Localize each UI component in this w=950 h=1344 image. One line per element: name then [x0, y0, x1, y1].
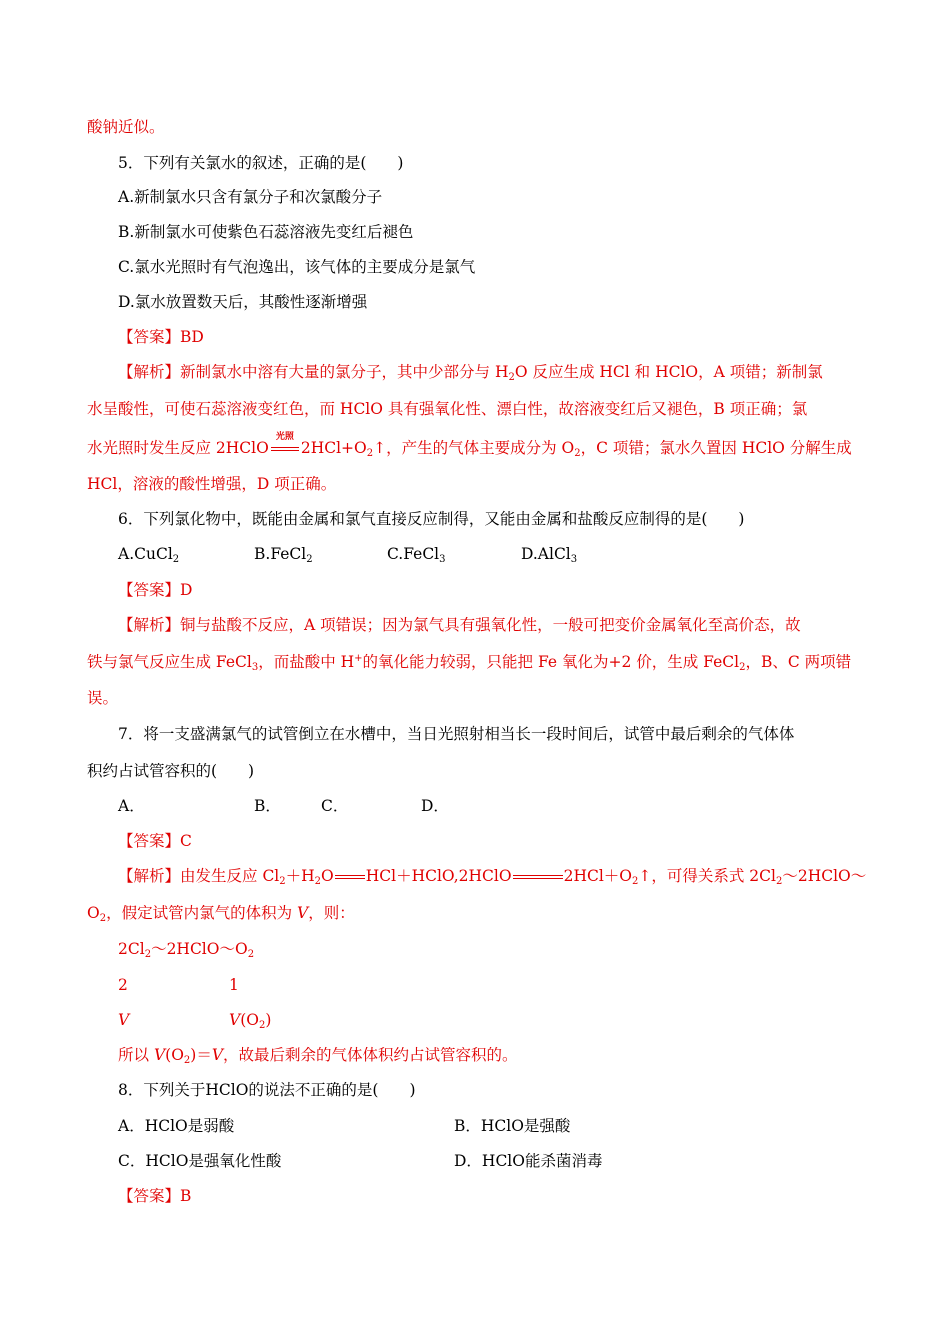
q7-analysis-label: 【解析】 [118, 867, 181, 885]
q5-option-b: B.新制氯水可使紫色石蕊溶液先变红后褪色 [118, 223, 414, 241]
q7-volume-v: V [118, 1011, 130, 1029]
q7-option-a: A． [118, 797, 145, 815]
q6-option-a: A.CuCl$_2$ [118, 545, 180, 565]
q7-option-b: B． [254, 797, 281, 815]
q5-analysis-line2: 水呈酸性，可使石蕊溶液变红色，而 HClO 具有强氧化性、漂白性，故溶液变红后又褪色，B 项正确；氯 [87, 400, 808, 418]
q8-stem: 8．下列关于HClO的说法不正确的是( ) [118, 1081, 416, 1099]
q7-analysis-line1: 【解析】由发生反应 $Cl_2+H_2O$ HCl＋HClO,2HClO $2HCl+O_2↑$，可得关系式 $2Cl_2\sim 2HClO\sim$ [118, 867, 867, 887]
q8-option-b: B．HClO是强酸 [454, 1117, 571, 1135]
q5-analysis-line3: 水光照时发生反应 2HClO 光照 $2HCl+O_2↑$，产生的气体主要成分为 $O_2$，C 项错；氯水久置因 HClO 分解生成 [87, 438, 852, 458]
q6-answer-value: D [180, 581, 193, 599]
q6-option-c: C.FeCl$_3$ [387, 545, 446, 565]
q7-conclusion: 所以 $V(O_2)=V$，故最后剩余的气体体积约占试管容积的。 [118, 1046, 518, 1066]
q7-relation: $2Cl_2\sim 2HClO\sim O_2$ [118, 940, 255, 960]
q7-answer-value: C [180, 832, 192, 850]
q5-stem: 5．下列有关氯水的叙述，正确的是( ) [118, 154, 404, 172]
q7-answer-label: 【答案】 [118, 832, 181, 850]
q5-option-c: C.氯水光照时有气泡逸出，该气体的主要成分是氯气 [118, 258, 476, 276]
q7-option-c: C． [321, 797, 349, 815]
q7-answer [118, 831, 192, 851]
q6-answer [118, 580, 192, 600]
q6-analysis-line2: 铁与氯气反应生成 FeCl$_3$，而盐酸中 H+的氧化能力较弱，只能把 Fe 氧化为+2 价，生成 FeCl$_2$，B、C 两项错 [87, 653, 852, 673]
q5-answer [118, 327, 204, 347]
q7-analysis-line2: $O_2$，假定试管内氯气的体积为 V，则： [87, 904, 355, 924]
q5-analysis-label: 【解析】 [118, 363, 181, 381]
q6-analysis-line3: 误。 [87, 689, 119, 707]
q8-answer [118, 1186, 191, 1206]
q5-option-d: D.氯水放置数天后，其酸性逐渐增强 [118, 293, 368, 311]
prev-answer-tail: 酸钠近似。 [87, 118, 165, 136]
q5-analysis-line1: 【解析】新制氯水中溶有大量的氯分子，其中少部分与 $H_2O$ 反应生成 HCl 和 HClO，A 项错；新制氯 [118, 363, 823, 383]
q5-answer-label: 【答案】 [118, 328, 181, 346]
q7-stem-line2: 积约占试管容积的( ) [87, 762, 255, 780]
q6-analysis-label: 【解析】 [118, 616, 181, 634]
q7-volume-o2: $V(O_2)$ [229, 1011, 272, 1031]
q8-answer-label: 【答案】 [118, 1187, 181, 1205]
q5-option-a: A.新制氯水只含有氯分子和次氯酸分子 [118, 188, 383, 206]
q6-stem: 6．下列氯化物中，既能由金属和氯气直接反应制得，又能由金属和盐酸反应制得的是( ) [118, 510, 745, 528]
q7-option-d: D． [421, 797, 449, 815]
q8-option-a: A．HClO是弱酸 [118, 1117, 235, 1135]
q8-answer-value: B [180, 1187, 192, 1205]
q7-ratio-1: 1 [229, 976, 239, 994]
q5-answer-value: BD [180, 328, 204, 346]
q6-option-b: B.FeCl$_2$ [254, 545, 313, 565]
q6-option-d: D.AlCl$_3$ [521, 545, 578, 565]
q8-option-d: D．HClO能杀菌消毒 [454, 1152, 603, 1170]
q5-analysis-line4: HCl，溶液的酸性增强，D 项正确。 [87, 475, 337, 493]
q6-analysis-line1: 【解析】铜与盐酸不反应，A 项错误；因为氯气具有强氧化性，一般可把变价金属氧化至高价态，故 [118, 616, 801, 634]
q6-answer-label: 【答案】 [118, 581, 181, 599]
q7-stem-line1: 7．将一支盛满氯气的试管倒立在水槽中，当日光照射相当长一段时间后，试管中最后剩余的气体体 [118, 725, 795, 743]
q7-ratio-2: 2 [118, 976, 128, 994]
q8-option-c: C．HClO是强氧化性酸 [118, 1152, 282, 1170]
light-condition-label: 光照 [275, 432, 294, 442]
light-condition-symbol [269, 432, 301, 458]
